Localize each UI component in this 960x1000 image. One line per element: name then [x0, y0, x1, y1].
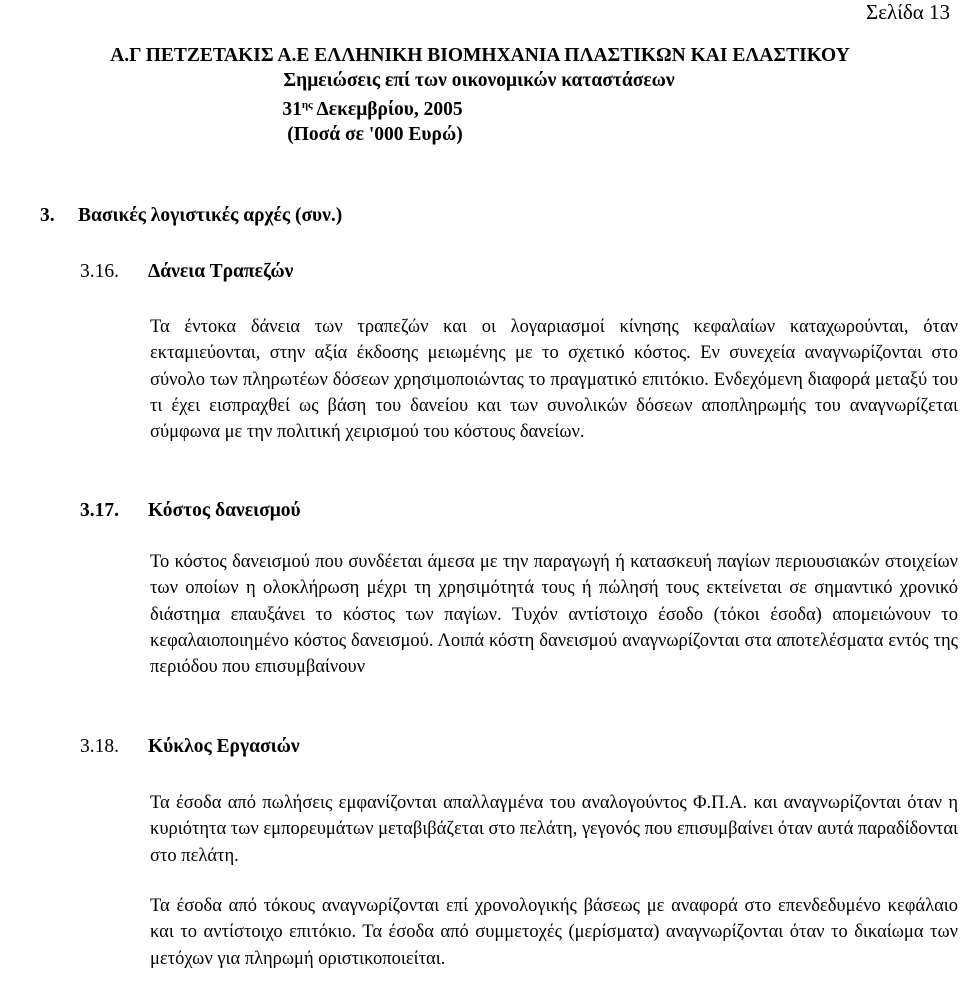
- subsection-title: Κύκλος Εργασιών: [148, 736, 300, 757]
- report-date-day: 31: [282, 99, 302, 120]
- paragraph-3-16-1: Τα έντοκα δάνεια των τραπεζών και οι λογαριασμοί κίνησης κεφαλαίων καταχωρούνται, όταν εκταμιεύονται, στην αξία έκδοσης μειωμένης με το σχετικό κόστος. Εν συνεχεία αναγνωρίζονται στο σύνολο των πληρωτέων δόσεων χρησιμοποιώντας το πραγματικό επιτόκιο. Ενδεχόμενη διαφορά μεταξύ του τι έχει εισπραχθεί ως βάση του δανείου και των συνολικών δόσεων αποπληρωμής του αναγνωρίζεται σύμφωνα με την πολιτική χειρισμού του κόστους δανείων.: [150, 317, 958, 443]
- amounts-note: (Ποσά σε '000 Ευρώ): [287, 123, 463, 145]
- company-name: Α.Γ ΠΕΤΖΕΤΑΚΙΣ Α.Ε ΕΛΛΗΝΙΚΗ ΒΙΟΜΗΧΑΝΙΑ ΠΛΑΣΤΙΚΩΝ ΚΑΙ ΕΛΑΣΤΙΚΟΥ: [110, 45, 850, 66]
- subsection-number: 3.18.: [80, 736, 119, 757]
- report-date-suffix: ης: [301, 99, 313, 111]
- page-number: Σελίδα 13: [865, 0, 950, 24]
- report-date-month-year: Δεκεμβρίου, 2005: [316, 99, 463, 120]
- document-header: [0, 44, 960, 147]
- document-subtitle: Σημειώσεις επί των οικονομικών καταστάσεων: [283, 69, 675, 91]
- subsection-heading-3-18: [80, 735, 300, 759]
- section-title: Βασικές λογιστικές αρχές (συν.): [78, 205, 343, 226]
- section-heading: [40, 204, 342, 228]
- section-number: 3.: [40, 205, 55, 226]
- subsection-number: 3.16.: [80, 261, 119, 282]
- paragraph-3-17-1: Το κόστος δανεισμού που συνδέεται άμεσα με την παραγωγή ή κατασκευή παγίων περιουσιακών στοιχείων των οποίων η ολοκλήρωση μέχρι τη χρησιμότητά τους ή πώλησή τους εκτείνεται σε σημαντικό χρονικό διάστημα επαυξάνει το κόστος των παγίων. Τυχόν αντίστοιχο έσοδο (τόκοι έσοδα) απομειώνουν το κεφαλαιοποιημένο κόστος δανεισμού. Λοιπά κόστη δανεισμού αναγνωρίζονται στα αποτελέσματα εντός της περιόδου που επισυμβαίνουν: [150, 552, 958, 678]
- report-date: [0, 93, 960, 123]
- subsection-title: Κόστος δανεισμού: [148, 500, 301, 521]
- subsection-title: Δάνεια Τραπεζών: [148, 261, 294, 282]
- paragraph-3-18-1: Τα έσοδα από πωλήσεις εμφανίζονται απαλλαγμένα του αναλογούντος Φ.Π.Α. και αναγνωρίζονται όταν η κυριότητα των εμπορευμάτων μεταβιβάζεται στο πελάτη, γεγονός που επισυμβαίνει όταν αυτά παραδίδονται στο πελάτη.: [150, 793, 958, 866]
- paragraph-3-18-2: Τα έσοδα από τόκους αναγνωρίζονται επί χρονολογικής βάσεως με αναφορά στο επενδεδυμένο κεφάλαιο και το αντίστοιχο επιτόκιο. Τα έσοδα από συμμετοχές (μερίσματα) αναγνωρίζονται όταν το δικαίωμα των μετόχων για πληρωμή οριστικοποιείται.: [150, 896, 958, 969]
- subsection-heading-3-16: [80, 260, 293, 284]
- subsection-heading-3-17: [80, 499, 301, 523]
- subsection-number: 3.17.: [80, 500, 119, 521]
